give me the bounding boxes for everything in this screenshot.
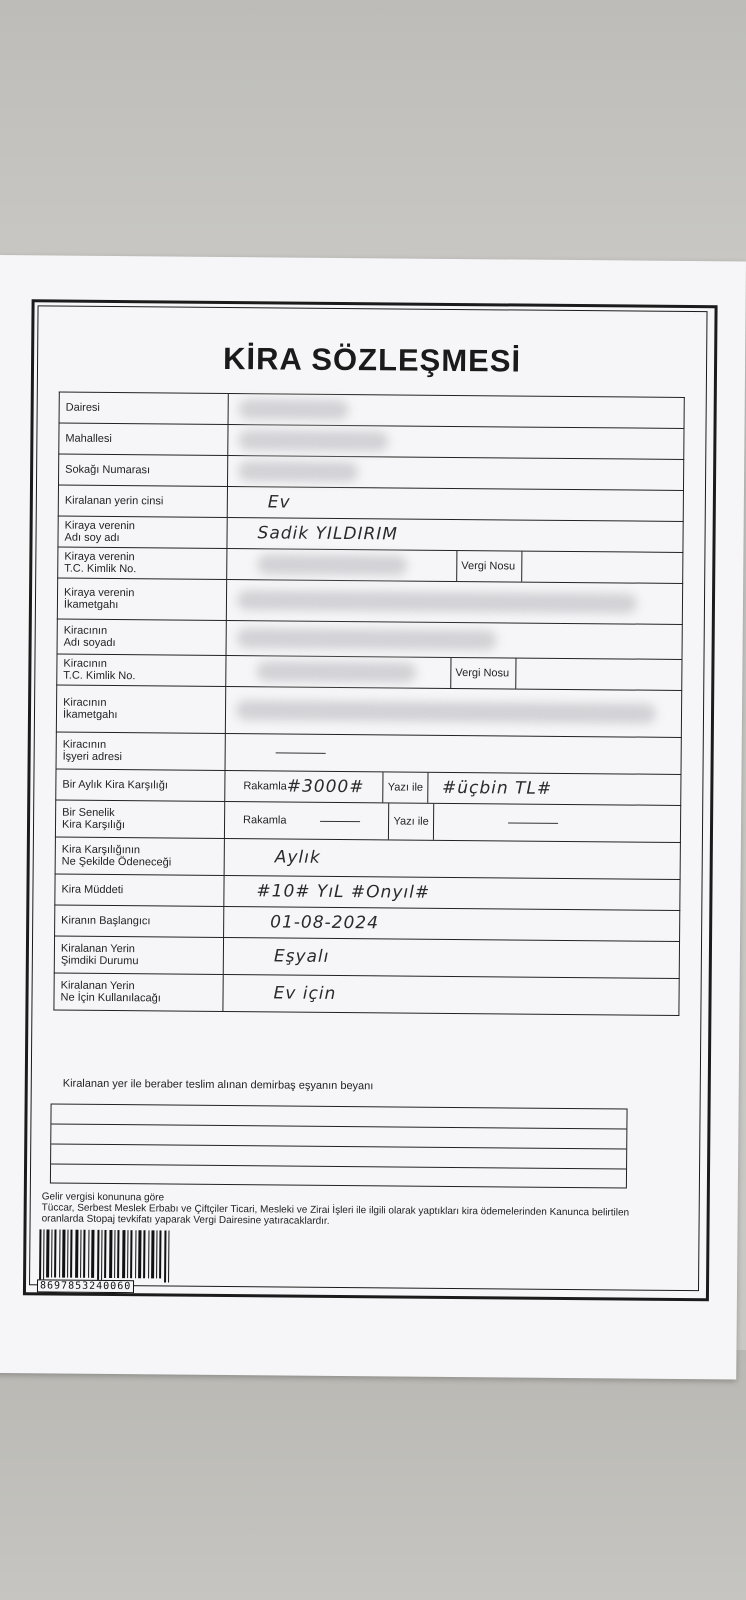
row-value [228,393,684,428]
row-label: Kiracının İşyeri adresi [56,732,225,770]
row-value [226,655,682,690]
redacted-value [238,430,388,451]
table-row [54,973,679,1015]
vergi-nosu-label: Vergi Nosu [455,666,510,680]
redacted-value [237,590,637,613]
handwritten-value: #10# YıL #Onyıl# [256,881,431,903]
tax-note [42,1191,662,1229]
row-label: Mahallesi [59,423,228,455]
divider [521,552,522,582]
blank-dash [276,752,326,753]
yazi-ile-label: Yazı ile [393,815,429,828]
row-label: Bir Aylık Kira Karşılığı [56,769,225,801]
row-subfields [236,656,681,690]
table-row [57,578,682,624]
redacted-value [257,554,407,575]
divider [433,804,434,840]
row-value [228,424,684,459]
row-value [225,770,681,805]
handwritten-value: Eşyalı [273,946,330,967]
handwritten-value: Sadik YILDIRIM [257,523,399,545]
rakamla-label: Rakamla [243,780,287,793]
barcode-number: 8697853240060 [37,1279,134,1293]
row-label: Kiraya verenin İkametgahı [57,578,226,620]
row-label: Kiraya verenin Adı soy adı [58,516,227,548]
handwritten-value: Ev [267,492,291,513]
row-label: Dairesi [59,392,228,424]
row-value [223,974,679,1015]
paper-sheet [0,255,746,1379]
row-label: Kiralanan yerin cinsi [58,485,227,517]
redacted-value [236,700,656,724]
tax-note-body: Tüccar, Serbest Meslek Erbabı ve Çiftçiler Ticari, Mesleki ve Zirai İşleri ile ilgili olarak yaptıkları kira ödemelerinden Kanunca belirtilen oranlarda Stopaj tevkifatı yaparak Vergi Dairesine yatıracaklardır. [41,1202,630,1227]
row-value [224,838,680,879]
row-label: Kiralanan Yerin Ne İçin Kullanılacağı [54,973,223,1011]
handwritten-value: 01-08-2024 [270,912,380,934]
yazi-ile-value: #üçbin TL# [441,777,553,799]
blank-dash [508,822,558,823]
redacted-value [239,399,349,420]
table-row [56,685,681,737]
row-label: Bir Senelik Kira Karşılığı [55,800,224,838]
row-value [226,620,682,659]
row-value [225,733,681,774]
background-surface-bottom [0,1350,746,1600]
tax-note-heading: Gelir vergisi konununa göre [41,1191,165,1204]
vergi-nosu-label: Vergi Nosu [461,560,516,573]
row-subfields [237,549,682,583]
yazi-ile-label: Yazı ile [387,781,424,794]
divider [388,803,389,839]
row-value [227,548,683,583]
row-label: Kiracının T.C. Kimlik No. [57,654,226,686]
blank-dash [320,820,360,821]
table-row [57,619,682,659]
row-value [227,517,683,552]
rakamla-label: Rakamla [243,814,287,827]
document-title: KİRA SÖZLEŞMESİ [222,340,522,379]
row-label: Sokağı Numarası [58,454,227,486]
divider [456,551,457,581]
table-row [55,837,680,879]
contract-form-table [53,392,684,1016]
row-value [224,875,680,910]
redacted-value [237,628,497,650]
handwritten-value: Ev için [273,983,337,1004]
fixtures-declaration-box [50,1103,628,1188]
background-surface-top [0,0,746,262]
rakamla-value: #3000# [286,776,365,798]
table-row [55,800,680,842]
row-value [225,686,681,737]
row-label: Kiracının Adı soyadı [57,619,226,655]
table-row [56,732,681,774]
redacted-value [256,661,416,682]
redacted-value [238,461,358,482]
row-value [223,937,679,978]
row-subfields [235,802,680,842]
divider [427,773,428,803]
row-value [224,801,680,842]
fixtures-declaration-label: Kiralanan yer ile beraber teslim alınan demirbaş eşyanın beyanı [62,1077,374,1093]
row-label: Kiralanan Yerin Şimdiki Durumu [54,936,223,974]
row-label: Kiraya verenin T.C. Kimlik No. [58,547,227,579]
row-value [226,579,682,624]
row-subfields [235,771,680,805]
row-label: Kira Karşılığının Ne Şekilde Ödeneceği [55,837,224,875]
row-value [227,486,683,521]
divider [450,658,451,688]
handwritten-value: Aylık [274,847,321,868]
row-label: Kira Müddeti [55,874,224,906]
row-value [224,906,680,941]
row-value [227,455,683,490]
divider [515,659,516,689]
row-label: Kiranın Başlangıcı [55,905,224,937]
divider [383,772,384,802]
table-row [54,936,679,978]
row-label: Kiracının İkametgahı [56,685,225,733]
